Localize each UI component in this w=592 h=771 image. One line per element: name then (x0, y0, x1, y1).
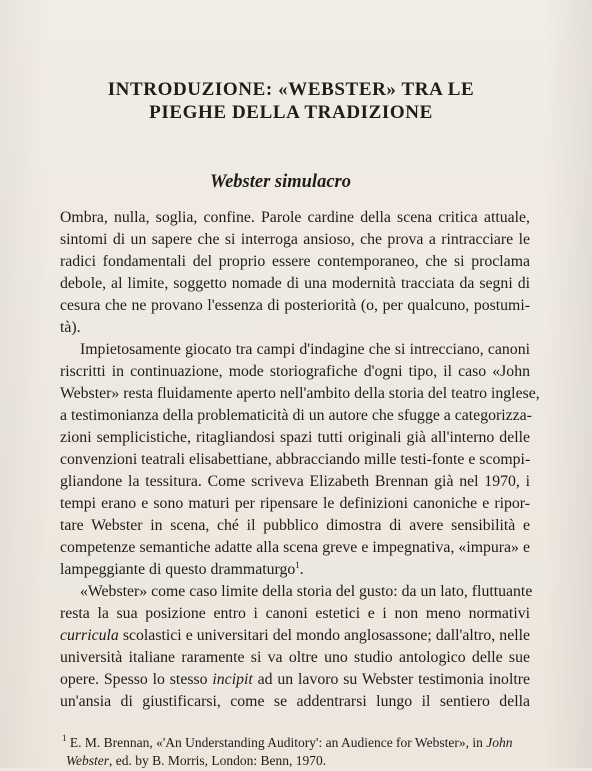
body-line: tare Webster in scena, ché il pubblico dimostra di avere sensibilità e (60, 517, 530, 534)
body-line (60, 625, 530, 647)
body-line-text: ad un lavoro su Webster testimonia inoltre (257, 671, 530, 688)
body-line-text: opere. (60, 671, 100, 688)
body-line: zioni semplicistiche, ritagliandosi spazi tutti originali già all'interno delle (60, 429, 530, 446)
section-title: Webster simulacro (210, 172, 351, 192)
chapter-heading-line-2: PIEGHE DELLA TRADIZIONE (149, 102, 433, 123)
body-line: cesura che ne provano l'essenza di posteriorità (o, per qualcuno, postumi- (60, 297, 530, 314)
body-line: lampeggiante di questo drammaturgo$^1$. (60, 560, 304, 578)
chapter-heading-line-1: INTRODUZIONE: «WEBSTER» TRA LE (107, 79, 475, 100)
body-line: competenze semantiche adatte alla scena greve e impegnativa, «impura» e (60, 539, 530, 556)
body-line: Webster» resta fluidamente aperto nell'ambito della storia del teatro inglese, (60, 385, 540, 402)
footnote-line (66, 751, 326, 771)
footnote-italic: John (486, 735, 513, 750)
footnote-text: E. M. Brennan, «'An Understanding Auditory': an Audience for Webster», in (69, 735, 483, 750)
footnote-marker: 1 (62, 733, 67, 743)
body-line: gliandone la tessitura. Come scriveva Elizabeth Brennan già nel 1970, i (60, 473, 530, 490)
footnote-italic: Webster (66, 753, 109, 768)
body-line: riscritti in continuazione, mode storiografiche d'ogni tipo, il caso «John (60, 363, 530, 380)
body-line-text: scolastici e universitari del mondo anglosassone; dall'altro, nelle (122, 627, 530, 644)
body-line-text: Spesso lo stesso (103, 671, 208, 688)
body-line: tà). (60, 319, 81, 336)
body-line: debole, al limite, soggetto nomade di una modernità tracciata da segni di (60, 275, 530, 292)
italic-word: curricula (60, 627, 119, 644)
body-line: convenzioni teatrali elisabettiane, abbracciando mille testi-fonte e scompi- (60, 451, 531, 468)
body-line: università italiane raramente si va oltre uno studio antologico delle sue (60, 649, 530, 666)
body-line: a testimonianza della problematicità di un autore che sfugge a categorizza- (60, 407, 532, 424)
body-line: «Webster» come caso limite della storia del gusto: da un lato, fluttuante (80, 583, 533, 600)
footnote-line (62, 733, 512, 753)
body-line: radici fondamentali del proprio essere contemporaneo, che si proclama (60, 253, 530, 270)
italic-word: incipit (212, 671, 253, 688)
body-line: Ombra, nulla, soglia, confine. Parole cardine della scena critica attuale, (60, 209, 530, 226)
footnote-text: , ed. by B. Morris, London: Benn, 1970. (109, 753, 327, 768)
body-line: sintomi di un sapere che si interroga ansioso, che prova a rintracciare le (60, 231, 530, 248)
footnote-reference: 1 (295, 560, 300, 570)
body-line (60, 669, 530, 691)
body-line: Impietosamente giocato tra campi d'indagine che si intrecciano, canoni (80, 341, 530, 358)
body-line: resta la sua posizione entro i canoni estetici e i non meno normativi (60, 605, 530, 622)
body-line-text: lampeggiante di questo drammaturgo (60, 561, 296, 578)
body-line: tempi erano e sono maturi per ripensare le definizioni canoniche e ripor- (60, 495, 530, 512)
body-line: un'ansia di giustificarsi, come se addentrarsi lungo il sentiero della (60, 693, 530, 710)
